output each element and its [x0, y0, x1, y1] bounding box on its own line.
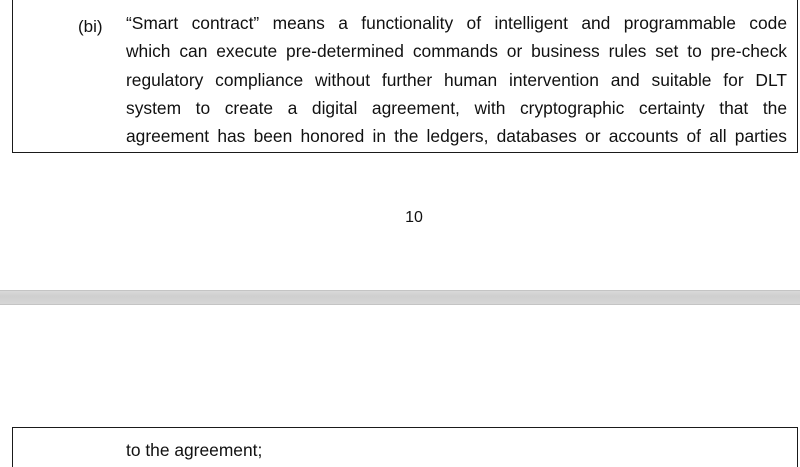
defined-term: “Smart contract”	[126, 13, 260, 33]
clause-line-5: agreement has been honored in the ledgers, databases or accounts of all parties	[126, 126, 787, 147]
clause-line-1-text: means a functionality of intelligent and programmable code	[259, 13, 787, 33]
clause-number: (bi)	[78, 17, 103, 36]
clause-line-2: which can execute pre-determined commands or business rules set to pre-check	[126, 41, 787, 62]
clause-line-3: regulatory compliance without further human intervention and suitable for DLT	[126, 69, 787, 90]
clause-line-4: system to create a digital agreement, with cryptographic certainty that the	[126, 97, 787, 118]
page-separator	[0, 290, 800, 305]
clause-definition	[126, 9, 787, 150]
document-page-11	[0, 305, 800, 465]
clause-line-1	[126, 9, 787, 37]
clause-continuation-text: to the agreement;	[126, 440, 263, 460]
page-number: 10	[405, 209, 423, 226]
